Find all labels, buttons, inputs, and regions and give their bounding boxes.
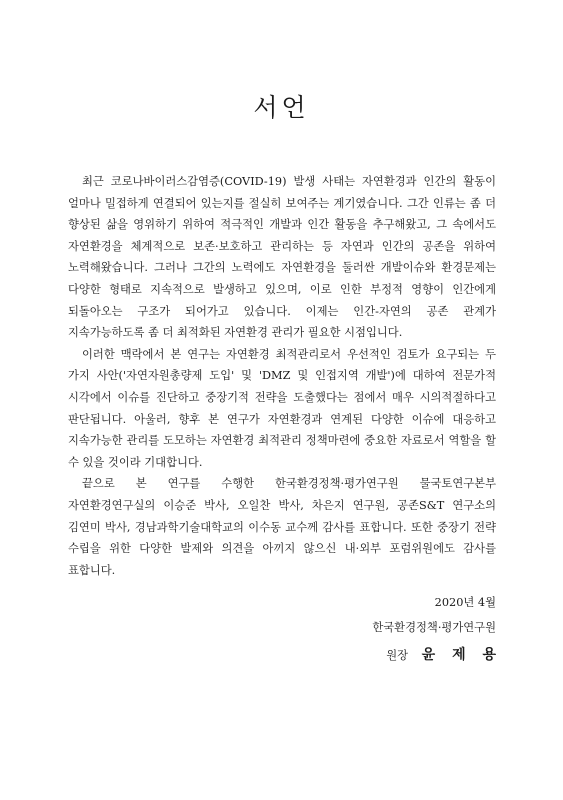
signature-block xyxy=(372,592,502,667)
signature-role: 원장 xyxy=(386,649,409,662)
signature-name: 윤 제 용 xyxy=(421,647,502,663)
signature-president-line xyxy=(372,644,502,667)
preface-body xyxy=(68,171,496,581)
page-title: 서언 xyxy=(253,93,310,122)
signature-organization: 한국환경정책·평가연구원 xyxy=(372,621,496,634)
paragraph-3: 끝으로 본 연구를 수행한 한국환경정책·평가연구원 물국토연구본부 자연환경연구실의 이승준 박사, 오일찬 박사, 차은지 연구원, 공존S&T 연구소의 김연미 박사, 경남과학기술대학교의 이수동 교수께 감사를 표합니다. 또한 중장기 전략 수립을 위한 다양한 발제와 의견을 아끼지 않으신 내·외부 포럼위원에도 감사를 표합니다. xyxy=(68,477,496,577)
paragraph-1: 최근 코로나바이러스감염증(COVID-19) 발생 사태는 자연환경과 인간의 활동이 얼마나 밀접하게 연결되어 있는지를 절실히 보여주는 계기였습니다. 그간 인류는 좀 더 향상된 삶을 영위하기 위하여 적극적인 개발과 인간 활동을 추구해왔고, 그 속에서도 자연환경을 체계적으로 보존·보호하고 관리하는 등 자연과 인간의 공존을 위하여 노력해왔습니다. 그러나 그간의 노력에도 자연환경을 둘러싼 개발이슈와 환경문제는 다양한 형태로 지속적으로 발생하고 있으며, 이로 인한 부정적 영향이 인간에게 되돌아오는 구조가 되어가고 있습니다. 이제는 인간-자연의 공존 관계가 지속가능하도록 좀 더 최적화된 자연환경 관리가 필요한 시점입니다. xyxy=(68,175,496,340)
signature-date: 2020년 4월 xyxy=(434,596,496,609)
paragraph-2: 이러한 맥락에서 본 연구는 자연환경 최적관리로서 우선적인 검토가 요구되는 두 가지 사안('자연자원총량제 도입' 및 'DMZ 및 인접지역 개발')에 대하여 전문가적 시각에서 이슈를 진단하고 중장기적 전략을 도출했다는 점에서 매우 시의적절하다고 판단됩니다. 아울러, 향후 본 연구가 자연환경과 연계된 다양한 이슈에 대응하고 지속가능한 관리를 도모하는 자연환경 최적관리 정책마련에 중요한 자료로서 역할을 할 수 있을 것이라 기대합니다. xyxy=(68,347,496,469)
